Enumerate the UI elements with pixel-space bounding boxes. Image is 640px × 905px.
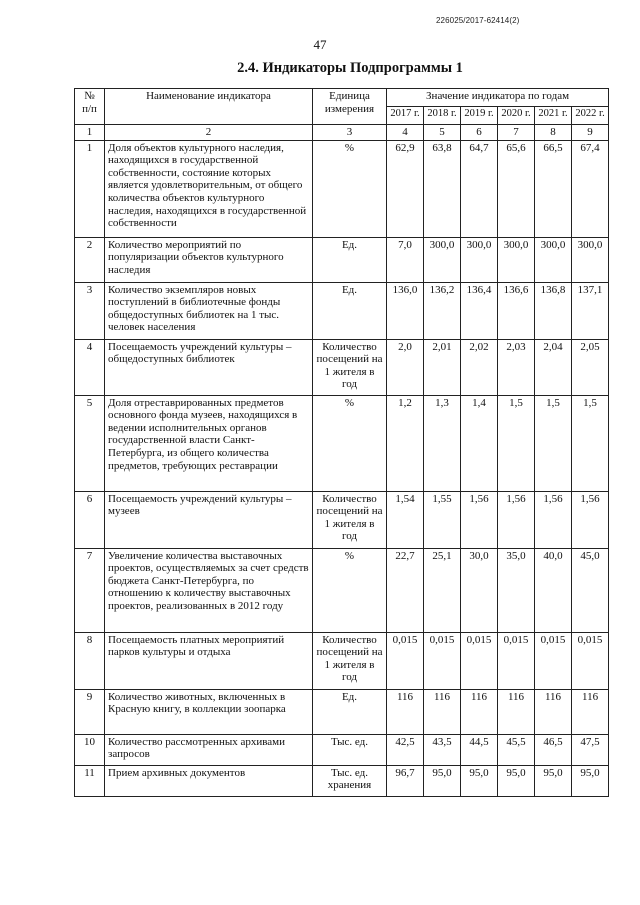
indicator-unit: %: [313, 548, 387, 632]
value-cell: 95,0: [572, 765, 609, 796]
value-cell: 0,015: [461, 632, 498, 689]
table-row: [75, 491, 609, 548]
value-cell: 116: [387, 689, 424, 734]
indicator-name: Посещаемость платных мероприятий парков культуры и отдыха: [105, 632, 313, 689]
value-cell: 136,6: [498, 282, 535, 339]
value-cell: 1,56: [461, 491, 498, 548]
value-cell: 1,3: [424, 395, 461, 491]
value-cell: 7,0: [387, 237, 424, 282]
row-number: 6: [75, 491, 105, 548]
column-index: 7: [498, 125, 535, 141]
value-cell: 2,04: [535, 339, 572, 395]
value-cell: 95,0: [424, 765, 461, 796]
indicators-table: [74, 88, 609, 797]
table-row: [75, 140, 609, 237]
col-num-header: № п/п: [75, 89, 105, 125]
value-cell: 63,8: [424, 140, 461, 237]
value-cell: 1,4: [461, 395, 498, 491]
value-cell: 44,5: [461, 734, 498, 765]
table-row: [75, 765, 609, 796]
value-cell: 0,015: [424, 632, 461, 689]
value-cell: 300,0: [572, 237, 609, 282]
row-number: 7: [75, 548, 105, 632]
value-cell: 22,7: [387, 548, 424, 632]
value-cell: 1,56: [572, 491, 609, 548]
year-header: 2018 г.: [424, 107, 461, 125]
row-number: 4: [75, 339, 105, 395]
indicator-name: Прием архивных документов: [105, 765, 313, 796]
value-cell: 136,4: [461, 282, 498, 339]
indicator-unit: Тыс. ед.: [313, 734, 387, 765]
value-cell: 136,0: [387, 282, 424, 339]
value-cell: 64,7: [461, 140, 498, 237]
value-cell: 95,0: [461, 765, 498, 796]
value-cell: 1,56: [498, 491, 535, 548]
value-cell: 67,4: [572, 140, 609, 237]
value-cell: 136,2: [424, 282, 461, 339]
value-cell: 0,015: [387, 632, 424, 689]
row-number: 8: [75, 632, 105, 689]
value-cell: 300,0: [461, 237, 498, 282]
value-cell: 40,0: [535, 548, 572, 632]
year-header: 2019 г.: [461, 107, 498, 125]
row-number: 2: [75, 237, 105, 282]
value-cell: 300,0: [424, 237, 461, 282]
row-number: 1: [75, 140, 105, 237]
table-row: [75, 734, 609, 765]
value-cell: 1,2: [387, 395, 424, 491]
value-cell: 45,0: [572, 548, 609, 632]
indicator-unit: Количество посещений на 1 жителя в год: [313, 491, 387, 548]
value-cell: 1,5: [535, 395, 572, 491]
header-row-1: [75, 89, 609, 107]
value-cell: 66,5: [535, 140, 572, 237]
indicator-name: Количество мероприятий по популяризации объектов культурного наследия: [105, 237, 313, 282]
indicator-unit: Ед.: [313, 237, 387, 282]
year-header: 2022 г.: [572, 107, 609, 125]
value-cell: 2,02: [461, 339, 498, 395]
indicator-name: Количество животных, включенных в Красную книгу, в коллекции зоопарка: [105, 689, 313, 734]
table-row: [75, 632, 609, 689]
value-cell: 30,0: [461, 548, 498, 632]
column-index: 9: [572, 125, 609, 141]
value-cell: 116: [498, 689, 535, 734]
row-number: 11: [75, 765, 105, 796]
value-cell: 116: [424, 689, 461, 734]
value-cell: 43,5: [424, 734, 461, 765]
column-index: 3: [313, 125, 387, 141]
column-index: 8: [535, 125, 572, 141]
indicator-unit: Количество посещений на 1 жителя в год: [313, 339, 387, 395]
indicator-unit: Тыс. ед. хранения: [313, 765, 387, 796]
page-number: 47: [313, 37, 327, 52]
table-row: [75, 237, 609, 282]
value-cell: 300,0: [498, 237, 535, 282]
value-cell: 35,0: [498, 548, 535, 632]
value-cell: 2,05: [572, 339, 609, 395]
indicator-name: Доля объектов культурного наследия, находящихся в государственной собственности, состояние которых является удовлетворительным, от общего количества объектов культурного наследия, находящихся в государственной собственности: [105, 140, 313, 237]
column-index: 2: [105, 125, 313, 141]
col-name-header: Наименование индикатора: [105, 89, 313, 125]
indicator-unit: Ед.: [313, 282, 387, 339]
value-cell: 0,015: [498, 632, 535, 689]
value-cell: 116: [535, 689, 572, 734]
table-row: [75, 395, 609, 491]
row-number: 10: [75, 734, 105, 765]
row-number: 9: [75, 689, 105, 734]
table-row: [75, 339, 609, 395]
indicator-name: Посещаемость учреждений культуры – музеев: [105, 491, 313, 548]
column-index: 5: [424, 125, 461, 141]
year-header: 2021 г.: [535, 107, 572, 125]
value-cell: 0,015: [572, 632, 609, 689]
value-cell: 62,9: [387, 140, 424, 237]
value-cell: 1,5: [498, 395, 535, 491]
column-index: 6: [461, 125, 498, 141]
value-cell: 1,5: [572, 395, 609, 491]
table-row: [75, 282, 609, 339]
value-cell: 1,56: [535, 491, 572, 548]
value-cell: 1,54: [387, 491, 424, 548]
year-header: 2020 г.: [498, 107, 535, 125]
value-cell: 116: [572, 689, 609, 734]
value-cell: 0,015: [535, 632, 572, 689]
value-cell: 2,01: [424, 339, 461, 395]
table-row: [75, 548, 609, 632]
value-cell: 2,03: [498, 339, 535, 395]
value-cell: 47,5: [572, 734, 609, 765]
indicator-name: Увеличение количества выставочных проектов, осуществляемых за счет средств бюджета Санкт-Петербурга, по отношению к количеству выставочных проектов, реализованных в 2012 году: [105, 548, 313, 632]
value-cell: 2,0: [387, 339, 424, 395]
value-cell: 1,55: [424, 491, 461, 548]
col-unit-header: Единица измерения: [313, 89, 387, 125]
row-number: 5: [75, 395, 105, 491]
row-number: 3: [75, 282, 105, 339]
value-cell: 46,5: [535, 734, 572, 765]
indicator-unit: Количество посещений на 1 жителя в год: [313, 632, 387, 689]
year-header: 2017 г.: [387, 107, 424, 125]
value-cell: 137,1: [572, 282, 609, 339]
col-values-header: Значение индикатора по годам: [387, 89, 609, 107]
indicator-name: Количество рассмотренных архивами запросов: [105, 734, 313, 765]
indicator-unit: %: [313, 395, 387, 491]
value-cell: 300,0: [535, 237, 572, 282]
value-cell: 95,0: [498, 765, 535, 796]
value-cell: 116: [461, 689, 498, 734]
indicator-name: Посещаемость учреждений культуры – общедоступных библиотек: [105, 339, 313, 395]
value-cell: 65,6: [498, 140, 535, 237]
value-cell: 42,5: [387, 734, 424, 765]
column-index-row: [75, 125, 609, 141]
value-cell: 25,1: [424, 548, 461, 632]
value-cell: 136,8: [535, 282, 572, 339]
indicator-name: Количество экземпляров новых поступлений в библиотечные фонды общедоступных библиотек на 1 тыс. человек населения: [105, 282, 313, 339]
value-cell: 96,7: [387, 765, 424, 796]
indicator-name: Доля отреставрированных предметов основного фонда музеев, находящихся в ведении исполнительных органов государственной власти Санкт-Петербурга, из общего количества предметов, требующих реставрации: [105, 395, 313, 491]
section-title: 2.4. Индикаторы Подпрограммы 1: [237, 60, 463, 76]
table-row: [75, 689, 609, 734]
column-index: 4: [387, 125, 424, 141]
document-id: 226025/2017-62414(2): [436, 16, 520, 25]
indicator-unit: Ед.: [313, 689, 387, 734]
value-cell: 95,0: [535, 765, 572, 796]
column-index: 1: [75, 125, 105, 141]
indicator-unit: %: [313, 140, 387, 237]
value-cell: 45,5: [498, 734, 535, 765]
